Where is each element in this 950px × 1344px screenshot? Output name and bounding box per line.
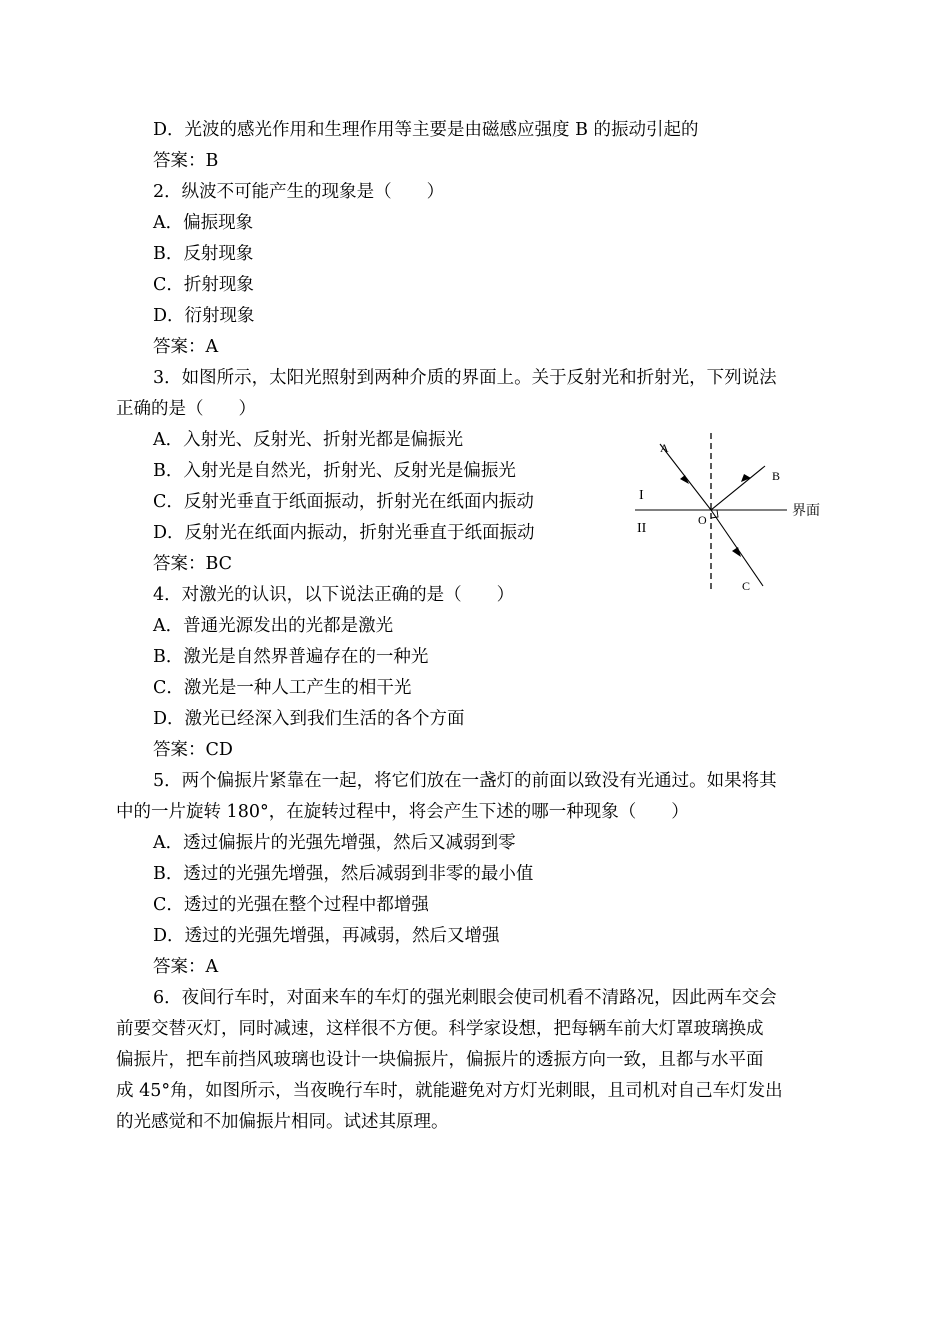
q6-line-4: 成 45°角，如图所示，当夜晚行车时，就能避免对方灯光刺眼，且司机对自己车灯发出	[116, 1081, 783, 1101]
q6-line-5: 的光感觉和不加偏振片相同。试述其原理。	[116, 1112, 449, 1132]
q1-option-d: D．光波的感光作用和生理作用等主要是由磁感应强度 B 的振动引起的	[153, 120, 699, 140]
q5-stem-line2: 中的一片旋转 180°，在旋转过程中，将会产生下述的哪一种现象（ ）	[116, 802, 689, 822]
label-o: O	[698, 513, 707, 527]
q3-option-d: D．反射光在纸面内振动，折射光垂直于纸面振动	[153, 523, 535, 543]
label-medium-2: II	[637, 521, 647, 536]
q5-option-d: D．透过的光强先增强，再减弱，然后又增强	[153, 926, 500, 946]
q2-stem: 2．纵波不可能产生的现象是（ ）	[153, 182, 445, 202]
q3-option-b: B．入射光是自然光，折射光、反射光是偏振光	[153, 461, 516, 481]
q3-stem-line2: 正确的是（ ）	[116, 399, 256, 419]
q2-option-c: C．折射现象	[153, 275, 254, 295]
label-a: A	[660, 441, 669, 455]
q2-option-a: A．偏振现象	[153, 213, 254, 233]
q2-option-d: D．衍射现象	[153, 306, 255, 326]
label-c: C	[742, 579, 751, 593]
q4-option-a: A．普通光源发出的光都是激光	[153, 616, 394, 636]
q6-line-1: 6．夜间行车时，对面来车的车灯的强光刺眼会使司机看不清路况，因此两车交会	[153, 988, 777, 1008]
q5-option-c: C．透过的光强在整个过程中都增强	[153, 895, 429, 915]
q5-stem-line1: 5．两个偏振片紧靠在一起，将它们放在一盏灯的前面以致没有光通过。如果将其	[153, 771, 777, 791]
q2-answer: 答案：A	[153, 337, 219, 357]
q4-option-b: B．激光是自然界普遍存在的一种光	[153, 647, 429, 667]
reflected-ray	[711, 466, 765, 510]
q5-option-a: A．透过偏振片的光强先增强，然后又减弱到零	[153, 833, 516, 853]
q3-option-c: C．反射光垂直于纸面振动，折射光在纸面内振动	[153, 492, 534, 512]
q4-stem: 4．对激光的认识，以下说法正确的是（ ）	[153, 585, 515, 605]
q4-answer: 答案：CD	[153, 740, 233, 760]
q3-answer: 答案：BC	[153, 554, 233, 574]
q3-stem-line1: 3．如图所示，太阳光照射到两种介质的界面上。关于反射光和折射光，下列说法	[153, 368, 777, 388]
reflection-refraction-diagram	[625, 428, 840, 598]
label-medium-1: I	[639, 488, 644, 503]
q5-answer: 答案：A	[153, 957, 219, 977]
q2-option-b: B．反射现象	[153, 244, 254, 264]
q1-answer: 答案：B	[153, 151, 219, 171]
q6-line-2: 前要交替灭灯，同时减速，这样很不方便。科学家设想，把每辆车前大灯罩玻璃换成	[116, 1019, 764, 1039]
label-b: B	[772, 469, 781, 483]
label-interface: 界面	[792, 504, 820, 519]
q6-line-3: 偏振片，把车前挡风玻璃也设计一块偏振片，偏振片的透振方向一致，且都与水平面	[116, 1050, 764, 1070]
q4-option-d: D．激光已经深入到我们生活的各个方面	[153, 709, 465, 729]
q5-option-b: B．透过的光强先增强，然后减弱到非零的最小值	[153, 864, 534, 884]
q4-option-c: C．激光是一种人工产生的相干光	[153, 678, 412, 698]
q3-option-a: A．入射光、反射光、折射光都是偏振光	[153, 430, 464, 450]
